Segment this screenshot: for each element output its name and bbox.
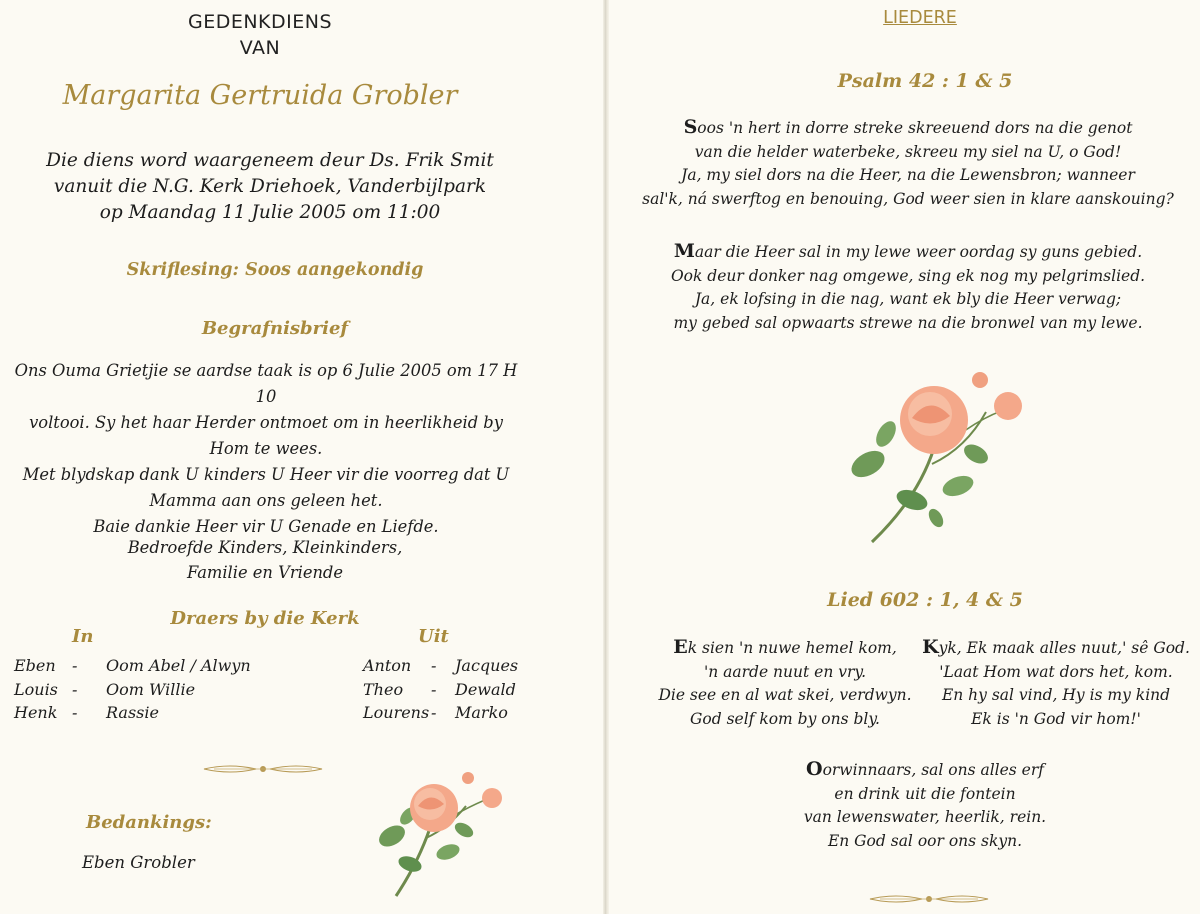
mourners bbox=[20, 535, 510, 585]
dropcap: K bbox=[922, 636, 939, 658]
bearer-dash: - bbox=[72, 679, 78, 699]
psalm-v1-text: oos 'n hert in dorre streke skreeuend dors na die genot bbox=[697, 119, 1133, 137]
bearer-partner: Rassie bbox=[106, 703, 159, 722]
service-line-1: Die diens word waargeneem deur Ds. Frik Smit bbox=[46, 150, 494, 171]
deceased-name: Margarita Gertruida Grobler bbox=[62, 80, 458, 111]
mourners-line-1: Bedroefde Kinders, Kleinkinders, bbox=[127, 538, 403, 557]
dropcap: O bbox=[806, 758, 823, 780]
lied-v3-line-3: van lewenswater, heerlik, rein. bbox=[803, 808, 1047, 826]
bearer-dash: - bbox=[72, 656, 78, 675]
bearer-name: Anton bbox=[363, 656, 412, 675]
dropcap: M bbox=[673, 240, 695, 262]
rose-illustration-icon bbox=[846, 368, 1030, 546]
bearer-partner: Dewald bbox=[455, 679, 516, 699]
header-line-1: GEDENKDIENS bbox=[187, 11, 333, 33]
divider-ornament-icon bbox=[200, 761, 326, 777]
service-line-2: vanuit die N.G. Kerk Driehoek, Vanderbijlpark bbox=[53, 176, 487, 197]
obituary-line-6: Baie dankie Heer vir U Genade en Liefde. bbox=[93, 517, 439, 536]
psalm-v2-line-4: my gebed sal opwaarts strewe na die bronwel van my lewe. bbox=[673, 313, 1143, 332]
obituary-heading: Begrafnisbrief bbox=[201, 318, 349, 339]
divider-ornament-icon bbox=[866, 891, 992, 907]
obituary-line-1: Ons Ouma Grietjie se aardse taak is op 6 Julie 2005 om 17 H 10 bbox=[14, 361, 518, 406]
psalm-heading: Psalm 42 : 1 & 5 bbox=[837, 70, 1013, 92]
psalm-v1-line-3: Ja, my siel dors na die Heer, na die Lewensbron; wanneer bbox=[681, 166, 1135, 184]
psalm-v1-line-4: sal'k, ná swerftog en benouing, God weer sien in klare aanskouing? bbox=[642, 189, 1174, 208]
bearers-out-label: Uit bbox=[418, 626, 449, 647]
psalm-v1-line-2: van die helder waterbeke, skreeu my siel na U, o God! bbox=[694, 142, 1122, 161]
bearer-dash: - bbox=[431, 679, 437, 699]
lied-v2-line-1 bbox=[920, 636, 1192, 661]
bearer-name: Lourens bbox=[363, 703, 430, 722]
bearer-partner: Oom Abel / Alwyn bbox=[106, 656, 251, 675]
bearer-partner: Oom Willie bbox=[106, 679, 196, 699]
card-fold bbox=[603, 0, 609, 914]
lied-v1-text: k sien 'n nuwe hemel kom, bbox=[687, 639, 897, 657]
lied-v1-line-4: God self kom by ons bly. bbox=[690, 709, 880, 728]
obituary-text bbox=[6, 358, 526, 540]
lied-v1-line-2: 'n aarde nuut en vry. bbox=[703, 662, 867, 681]
rose-illustration-icon bbox=[368, 768, 508, 900]
lied-v2-line-2: 'Laat Hom wat dors het, kom. bbox=[939, 662, 1173, 681]
lied-v2-line-3: En hy sal vind, Hy is my kind bbox=[941, 686, 1171, 704]
header-line-2: VAN bbox=[239, 37, 281, 59]
bearer-dash: - bbox=[431, 703, 437, 722]
psalm-verse-2 bbox=[628, 240, 1188, 335]
thanks-name: Eben Grobler bbox=[82, 853, 195, 872]
lied-v2-text: yk, Ek maak alles nuut,' sê God. bbox=[938, 639, 1190, 657]
bearer-name: Henk bbox=[14, 703, 58, 722]
memorial-header bbox=[150, 9, 370, 61]
bearer-partner: Jacques bbox=[455, 656, 519, 675]
obituary-line-3: Hom te wees. bbox=[209, 439, 323, 458]
lied-verse-3 bbox=[780, 758, 1070, 853]
lied-v2-line-4: Ek is 'n God vir hom!' bbox=[971, 709, 1141, 728]
service-line-3: op Maandag 11 Julie 2005 om 11:00 bbox=[99, 202, 441, 223]
thanks-heading: Bedankings: bbox=[86, 812, 212, 833]
lied-verse-1 bbox=[640, 636, 930, 731]
bearer-dash: - bbox=[431, 656, 437, 675]
psalm-v2-line-1 bbox=[628, 240, 1188, 265]
lied-verse-2 bbox=[920, 636, 1192, 731]
psalm-v2-line-2: Ook deur donker nag omgewe, sing ek nog my pelgrimslied. bbox=[670, 266, 1146, 285]
psalm-v2-line-3: Ja, ek lofsing in die nag, want ek bly die Heer verwag; bbox=[694, 290, 1122, 308]
bearer-name: Theo bbox=[363, 679, 404, 699]
dropcap: S bbox=[683, 116, 698, 138]
lied-v1-line-1 bbox=[640, 636, 930, 661]
lied-v3-text: orwinnaars, sal ons alles erf bbox=[822, 761, 1044, 779]
psalm-v2-text: aar die Heer sal in my lewe weer oordag sy guns gebied. bbox=[694, 243, 1143, 261]
dropcap: E bbox=[673, 636, 688, 658]
scripture-heading: Skriflesing: Soos aangekondig bbox=[126, 260, 424, 280]
lied-v3-line-2: en drink uit die fontein bbox=[834, 784, 1016, 803]
service-details bbox=[20, 148, 520, 226]
obituary-line-5: Mamma aan ons geleen het. bbox=[149, 491, 383, 510]
bearer-partner: Marko bbox=[455, 703, 508, 722]
songs-heading: LIEDERE bbox=[883, 8, 957, 28]
mourners-line-2: Familie en Vriende bbox=[187, 563, 343, 582]
psalm-verse-1 bbox=[628, 116, 1188, 211]
obituary-line-4: Met blydskap dank U kinders U Heer vir die voorreg dat U bbox=[22, 465, 510, 484]
bearer-name: Eben bbox=[14, 656, 56, 675]
lied-v3-line-1 bbox=[780, 758, 1070, 783]
lied-heading: Lied 602 : 1, 4 & 5 bbox=[827, 589, 1023, 611]
psalm-v1-line-1 bbox=[628, 116, 1188, 141]
bearer-name: Louis bbox=[14, 679, 58, 699]
lied-v1-line-3: Die see en al wat skei, verdwyn. bbox=[658, 686, 912, 704]
bearers-heading: Draers by die Kerk bbox=[170, 608, 360, 629]
obituary-line-2: voltooi. Sy het haar Herder ontmoet om in heerlikheid by bbox=[29, 413, 503, 432]
bearers-in-label: In bbox=[72, 626, 94, 647]
lied-v3-line-4: En God sal oor ons skyn. bbox=[827, 831, 1023, 850]
bearer-dash: - bbox=[72, 703, 78, 722]
